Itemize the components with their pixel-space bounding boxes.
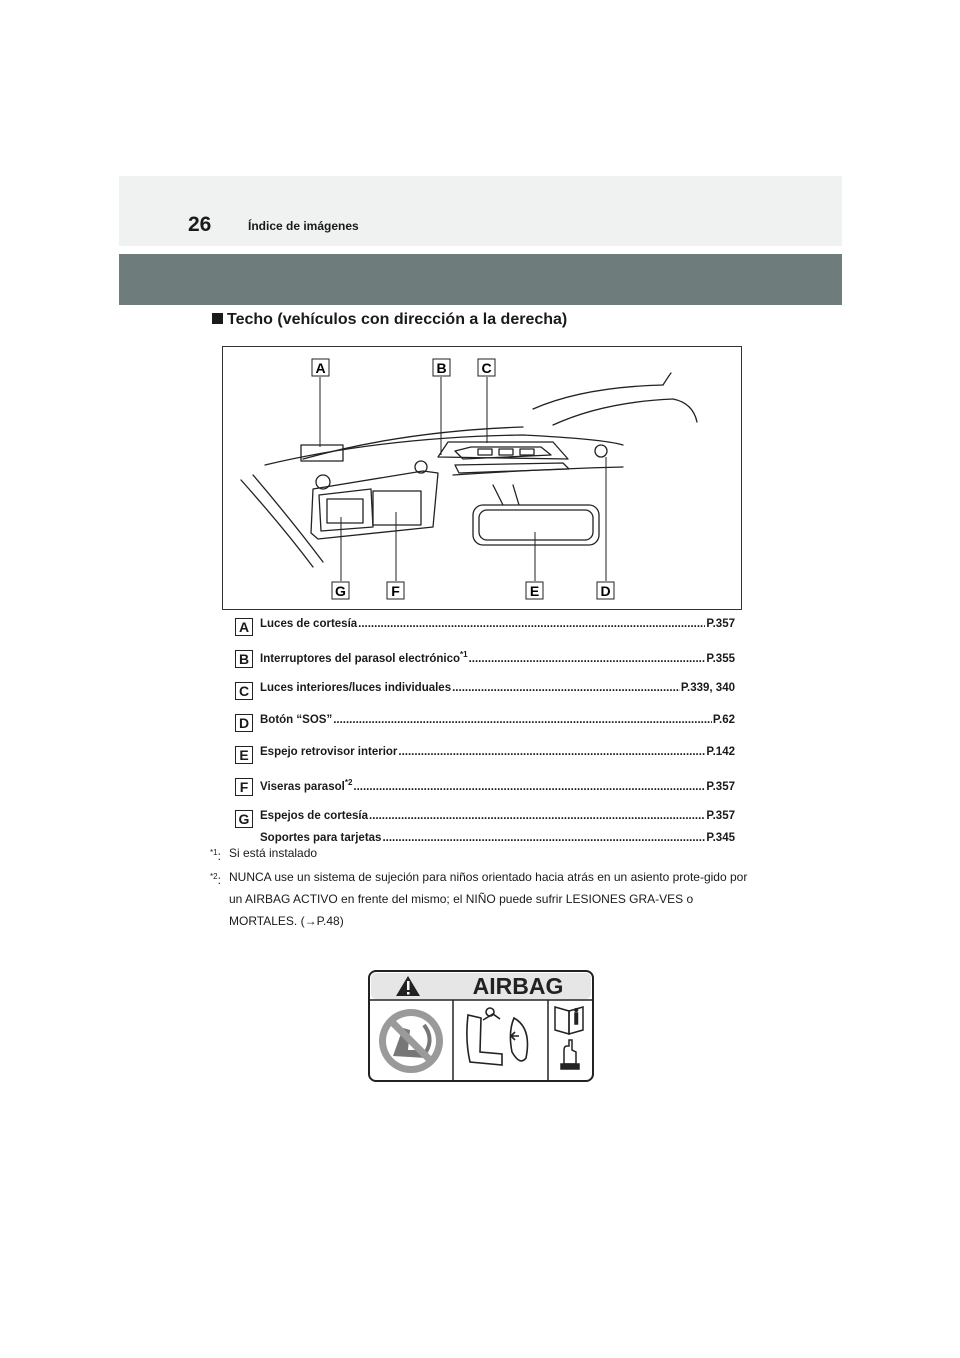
footnote-text: Si está instalado (229, 846, 318, 860)
footnote-2 (210, 866, 750, 932)
legend-label: Espejo retrovisor interior (260, 746, 398, 758)
page-reference[interactable]: P.339, 340 (680, 682, 735, 694)
leader-dots (333, 714, 712, 726)
airbag-label-text: AIRBAG (472, 973, 564, 999)
leader-dots (358, 618, 705, 630)
callout-g (332, 582, 349, 599)
callout-d (597, 582, 614, 599)
legend-label: Luces de cortesía (260, 618, 358, 630)
running-title: Índice de imágenes (248, 219, 359, 233)
header-band (119, 176, 842, 246)
legend-entry (260, 746, 735, 758)
footnote-text: NUNCA use un sistema de sujeción para niños orientado hacia atrás en un asiento prote-gido por un AIRBAG ACTIVO en frente del mismo; el NIÑO puede sufrir LESIONES GRA-VES o MORTALES. (→P.48) (229, 870, 748, 928)
legend-item-a (235, 614, 735, 646)
roof-illustration (223, 347, 741, 609)
page-reference[interactable]: P.355 (706, 652, 735, 665)
legend-letter: F (235, 778, 253, 796)
legend-label: Soportes para tarjetas (260, 832, 382, 844)
legend-label: Espejos de cortesía (260, 810, 369, 822)
legend-item-d (235, 710, 735, 742)
callout-b (433, 359, 450, 376)
legend-letter: B (235, 650, 253, 668)
svg-text:C: C (481, 360, 492, 376)
legend-entry (260, 810, 735, 822)
svg-text:A: A (315, 360, 326, 376)
legend-label: Viseras parasol$^{*2}$ (260, 778, 353, 793)
page-reference[interactable]: P.345 (706, 832, 735, 844)
page-reference[interactable]: P.357 (706, 618, 735, 630)
legend-list (235, 614, 735, 860)
square-bullet-icon (212, 313, 223, 324)
footnote-marker: *2 (344, 778, 353, 787)
svg-text:B: B (436, 360, 447, 376)
legend-entry (260, 650, 735, 665)
legend-entry (260, 778, 735, 793)
airbag-label-graphic (368, 970, 594, 1082)
callout-c (478, 359, 495, 376)
legend-label: Luces interiores/luces individuales (260, 682, 452, 694)
legend-entry (260, 714, 735, 726)
no-child-seat-icon (379, 1009, 443, 1073)
legend-entry (260, 618, 735, 630)
leader-dots (469, 653, 706, 665)
callout-a (312, 359, 329, 376)
leader-dots (398, 746, 705, 758)
legend-letter: C (235, 682, 253, 700)
legend-item-e (235, 742, 735, 774)
legend-item-c (235, 678, 735, 710)
callout-f (387, 582, 404, 599)
page-reference[interactable]: P.357 (706, 810, 735, 822)
svg-text:G: G (335, 583, 346, 599)
legend-letter: G (235, 810, 253, 828)
footnote-mark: $^{*2}$: (210, 872, 221, 887)
callout-e (526, 582, 543, 599)
svg-text:F: F (391, 583, 400, 599)
legend-item-b (235, 646, 735, 678)
svg-text:D: D (600, 583, 611, 599)
svg-text:E: E (529, 583, 540, 599)
legend-entry (260, 682, 735, 694)
footnote-marker: *1 (460, 650, 468, 659)
legend-item-f (235, 774, 735, 806)
section-title-text: Techo (vehículos con dirección a la derecha) (227, 311, 568, 328)
page-reference[interactable]: P.357 (706, 780, 735, 793)
legend-letter: E (235, 746, 253, 764)
legend-letter: A (235, 618, 253, 636)
leader-dots (353, 781, 705, 793)
legend-letter: D (235, 714, 253, 732)
footnote-1 (210, 842, 750, 864)
airbag-warning-label (368, 970, 594, 1082)
section-title (212, 311, 567, 329)
roof-diagram (222, 346, 742, 610)
leader-dots (369, 810, 705, 822)
legend-label: Botón “SOS” (260, 714, 333, 726)
leader-dots (452, 682, 680, 694)
legend-label: Interruptores del parasol electrónico$^{*1}$ (260, 650, 468, 665)
page-number: 26 (188, 213, 212, 236)
footnote-mark: $^{*1}$: (210, 848, 221, 863)
title-bar (119, 254, 842, 305)
page-reference[interactable]: P.142 (706, 746, 735, 758)
page-reference[interactable]: P.62 (712, 714, 735, 726)
